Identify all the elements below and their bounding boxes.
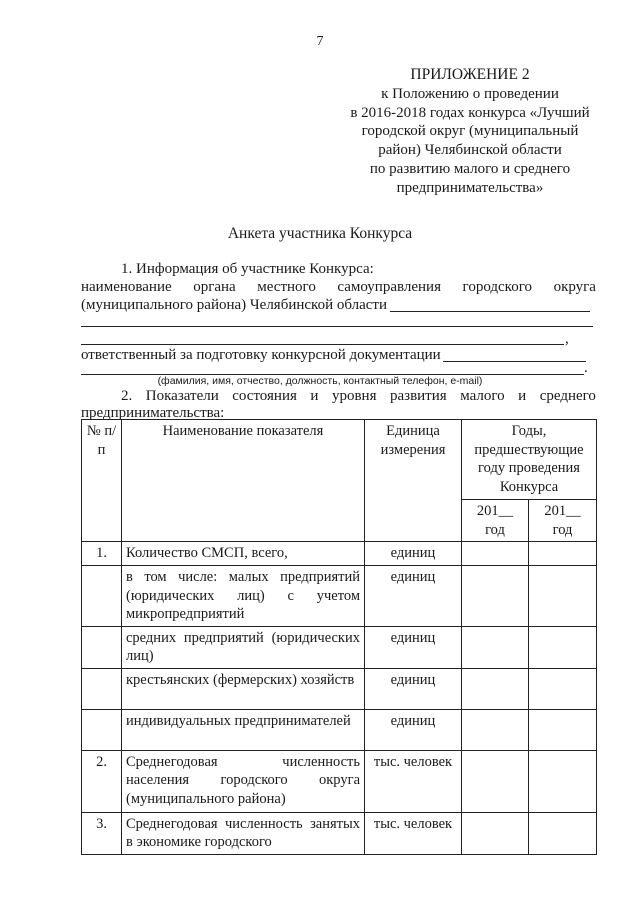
row-num bbox=[82, 626, 122, 668]
responsible-label: ответственный за подготовку конкурсной документации bbox=[81, 347, 441, 363]
word: городского bbox=[462, 279, 532, 295]
row-name: в том числе: малых предприятий (юридических лиц) с учетом микропредприятий bbox=[122, 566, 365, 627]
word: состояния bbox=[232, 388, 297, 404]
fill-line[interactable] bbox=[81, 344, 564, 345]
value-cell[interactable] bbox=[462, 566, 529, 627]
value-cell[interactable] bbox=[462, 668, 529, 709]
row-name: крестьянских (фермерских) хозяйств bbox=[122, 668, 365, 709]
row-unit: тыс. человек bbox=[365, 812, 462, 854]
section1-line2: (муниципального района) Челябинской области bbox=[81, 297, 387, 313]
appendix-line: по развитию малого и среднего bbox=[369, 160, 571, 177]
appendix-line: район) Челябинской области bbox=[378, 142, 562, 159]
header-year-1: 201__ год bbox=[462, 500, 529, 542]
form-title: Анкета участника Конкурса bbox=[227, 225, 413, 242]
appendix-line: в 2016-2018 годах конкурса «Лучший bbox=[350, 104, 590, 121]
row-name: Среднегодовая численность занятых в экономике городского bbox=[122, 812, 365, 854]
section1-line1 bbox=[81, 278, 596, 297]
value-cell[interactable] bbox=[529, 542, 597, 566]
section1-heading: 1. Информация об участнике Конкурса: bbox=[121, 261, 374, 277]
appendix-title: ПРИЛОЖЕНИЕ 2 bbox=[410, 66, 530, 83]
word: и bbox=[310, 388, 319, 404]
word: и bbox=[518, 388, 527, 404]
header-year-2: 201__ год bbox=[529, 500, 597, 542]
dot: . bbox=[584, 360, 588, 376]
value-cell[interactable] bbox=[462, 812, 529, 854]
word: развития bbox=[389, 388, 447, 404]
row-num bbox=[82, 566, 122, 627]
header-years: Годы, предшествующие году проведения Конкурса bbox=[462, 420, 597, 500]
word: самоуправления bbox=[337, 279, 441, 295]
comma: , bbox=[565, 331, 569, 347]
row-unit: единиц bbox=[365, 566, 462, 627]
value-cell[interactable] bbox=[529, 626, 597, 668]
appendix-line: к Положению о проведении bbox=[381, 85, 559, 102]
row-unit: единиц bbox=[365, 626, 462, 668]
value-cell[interactable] bbox=[529, 750, 597, 812]
value-cell[interactable] bbox=[462, 626, 529, 668]
word: уровня bbox=[331, 388, 377, 404]
value-cell[interactable] bbox=[529, 566, 597, 627]
value-cell[interactable] bbox=[529, 668, 597, 709]
row-unit: единиц bbox=[365, 542, 462, 566]
word: 2. bbox=[121, 388, 133, 404]
row-num bbox=[82, 668, 122, 709]
row-unit: единиц bbox=[365, 668, 462, 709]
fill-line[interactable] bbox=[81, 326, 593, 327]
row-num bbox=[82, 709, 122, 750]
value-cell[interactable] bbox=[462, 750, 529, 812]
row-num: 1. bbox=[82, 542, 122, 566]
page-number: 7 bbox=[316, 34, 324, 49]
word: округа bbox=[553, 279, 596, 295]
row-name: Количество СМСП, всего, bbox=[122, 542, 365, 566]
word: Показатели bbox=[145, 388, 219, 404]
word: наименование bbox=[81, 279, 172, 295]
appendix-block bbox=[340, 66, 600, 198]
appendix-line: предпринимательства» bbox=[396, 179, 544, 196]
word: среднего bbox=[539, 388, 596, 404]
contact-hint: (фамилия, имя, отчество, должность, контактный телефон, e-mail) bbox=[157, 375, 483, 387]
word: местного bbox=[257, 279, 316, 295]
header-num: № п/п bbox=[82, 420, 122, 542]
value-cell[interactable] bbox=[462, 542, 529, 566]
row-num: 2. bbox=[82, 750, 122, 812]
value-cell[interactable] bbox=[462, 709, 529, 750]
header-name: Наименование показателя bbox=[122, 420, 365, 542]
word: органа bbox=[193, 279, 236, 295]
row-name: средних предприятий (юридических лиц) bbox=[122, 626, 365, 668]
header-unit: Единица измерения bbox=[365, 420, 462, 542]
value-cell[interactable] bbox=[529, 812, 597, 854]
row-unit: единиц bbox=[365, 709, 462, 750]
row-name: Среднегодовая численность населения городского округа (муниципального района) bbox=[122, 750, 365, 812]
row-num: 3. bbox=[82, 812, 122, 854]
row-name: индивидуальных предпринимателей bbox=[122, 709, 365, 750]
municipality-fill-line[interactable] bbox=[390, 311, 590, 312]
appendix-line: городской округ (муниципальный bbox=[361, 123, 579, 140]
indicators-table bbox=[81, 419, 597, 855]
section2-line2: предпринимательства: bbox=[81, 405, 225, 421]
word: малого bbox=[460, 388, 505, 404]
responsible-fill-line[interactable] bbox=[443, 361, 586, 362]
value-cell[interactable] bbox=[529, 709, 597, 750]
row-unit: тыс. человек bbox=[365, 750, 462, 812]
